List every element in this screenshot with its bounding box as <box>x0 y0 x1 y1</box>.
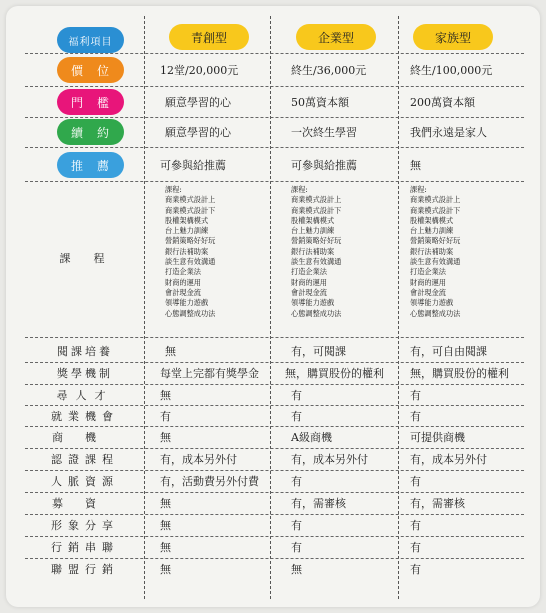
marketing-link-enterprise: 有 <box>291 541 302 554</box>
marketing-link-family: 有 <box>410 541 421 554</box>
recommend-family: 無 <box>410 159 421 172</box>
certification-youth: 有，成本另外付 <box>160 453 237 466</box>
fundraising-family: 有，需審核 <box>410 497 465 510</box>
course-list-youth: 課程: 商業模式設計上 商業模式設計下 股權架構模式 台上魅力訓練 營銷策略好好玩 銀行法補助案 談生意有效溝通 打造企業法 財商的運用 會計現金流 領導能力遊戲 心態調整成功法 <box>165 185 216 318</box>
row-divider <box>25 470 524 471</box>
price-pill: 價 位 <box>57 57 124 83</box>
course-list-family: 課程: 商業模式設計上 商業模式設計下 股權架構模式 台上魅力訓練 營銷策略好好玩 銀行法補助案 談生意有效溝通 打造企業法 財商的運用 會計現金流 領導能力遊戲 心態調整成功法 <box>410 185 461 318</box>
row-label-network: 人脈資源 <box>51 475 119 488</box>
threshold-enterprise: 50萬資本額 <box>291 96 349 109</box>
affiliate-family: 有 <box>410 563 421 576</box>
network-youth: 有，活動費另外付費 <box>160 475 259 488</box>
price-youth: 12堂/20,000元 <box>160 64 239 77</box>
renewal-enterprise: 一次終生學習 <box>291 126 357 139</box>
price-family: 終生/100,000元 <box>410 64 493 77</box>
certification-family: 有，成本另外付 <box>410 453 487 466</box>
employment-youth: 有 <box>160 410 171 423</box>
open-class-youth: 無 <box>165 345 176 358</box>
marketing-link-youth: 無 <box>160 541 171 554</box>
recommend-pill: 推 薦 <box>57 152 124 178</box>
image-share-youth: 無 <box>160 519 171 532</box>
row-divider <box>25 448 524 449</box>
business-family: 可提供商機 <box>410 431 465 444</box>
open-class-family: 有，可自由閱課 <box>410 345 487 358</box>
row-label-scholarship: 獎學機制 <box>57 367 113 380</box>
affiliate-youth: 無 <box>160 563 171 576</box>
row-divider <box>25 426 524 427</box>
talent-enterprise: 有 <box>291 389 302 402</box>
column-divider-1 <box>144 16 145 599</box>
row-divider <box>25 53 524 54</box>
renewal-youth: 願意學習的心 <box>165 126 231 139</box>
threshold-family: 200萬資本額 <box>410 96 475 109</box>
row-label-fundraising: 募資 <box>52 497 118 510</box>
recommend-youth: 可參與給推薦 <box>160 159 226 172</box>
row-label-talent: 尋人才 <box>56 389 114 402</box>
row-label-certification: 認證課程 <box>51 453 119 466</box>
network-enterprise: 有 <box>291 475 302 488</box>
network-family: 有 <box>410 475 421 488</box>
price-enterprise: 終生/36,000元 <box>291 64 367 77</box>
scholarship-enterprise: 無，購買股份的權利 <box>285 367 384 380</box>
open-class-enterprise: 有，可閱課 <box>291 345 346 358</box>
row-label-employment: 就業機會 <box>51 410 119 423</box>
affiliate-enterprise: 無 <box>291 563 302 576</box>
threshold-youth: 願意學習的心 <box>165 96 231 109</box>
recommend-enterprise: 可參與給推薦 <box>291 159 357 172</box>
row-label-image-share: 形象分享 <box>51 519 119 532</box>
row-label-marketing-link: 行銷串聯 <box>51 541 119 554</box>
row-divider <box>25 362 524 363</box>
plan-header-family: 家族型 <box>413 24 493 50</box>
row-divider <box>25 337 524 338</box>
row-divider <box>25 492 524 493</box>
threshold-pill: 門 檻 <box>57 89 124 115</box>
fundraising-enterprise: 有，需審核 <box>291 497 346 510</box>
row-divider <box>25 405 524 406</box>
renewal-family: 我們永遠是家人 <box>410 126 487 139</box>
plan-header-enterprise: 企業型 <box>296 24 376 50</box>
category-header-pill: 福利項目 <box>57 27 124 53</box>
row-divider <box>25 558 524 559</box>
row-divider <box>25 117 524 118</box>
row-divider <box>25 536 524 537</box>
course-label: 課 程 <box>59 252 111 265</box>
scholarship-youth: 每堂上完都有獎學金 <box>160 367 259 380</box>
row-label-business: 商機 <box>52 431 118 444</box>
row-divider <box>25 384 524 385</box>
course-list-enterprise: 課程: 商業模式設計上 商業模式設計下 股權架構模式 台上魅力訓練 營銷策略好好玩 銀行法補助案 談生意有效溝通 打造企業法 財商的運用 會計現金流 領導能力遊戲 心態調整成功法 <box>291 185 342 318</box>
scholarship-family: 無，購買股份的權利 <box>410 367 509 380</box>
row-label-affiliate: 聯盟行銷 <box>51 563 119 576</box>
business-enterprise: A級商機 <box>291 431 332 444</box>
image-share-enterprise: 有 <box>291 519 302 532</box>
renewal-pill: 續 約 <box>57 119 124 145</box>
row-label-open-class: 閱課培養 <box>57 345 113 358</box>
fundraising-youth: 無 <box>160 497 171 510</box>
talent-family: 有 <box>410 389 421 402</box>
row-divider <box>25 147 524 148</box>
column-divider-2 <box>270 16 271 599</box>
plan-header-youth: 青創型 <box>169 24 249 50</box>
employment-enterprise: 有 <box>291 410 302 423</box>
talent-youth: 無 <box>160 389 171 402</box>
row-divider <box>25 514 524 515</box>
row-divider <box>25 181 524 182</box>
row-divider <box>25 86 524 87</box>
column-divider-3 <box>398 16 399 599</box>
employment-family: 有 <box>410 410 421 423</box>
certification-enterprise: 有，成本另外付 <box>291 453 368 466</box>
image-share-family: 有 <box>410 519 421 532</box>
business-youth: 無 <box>160 431 171 444</box>
